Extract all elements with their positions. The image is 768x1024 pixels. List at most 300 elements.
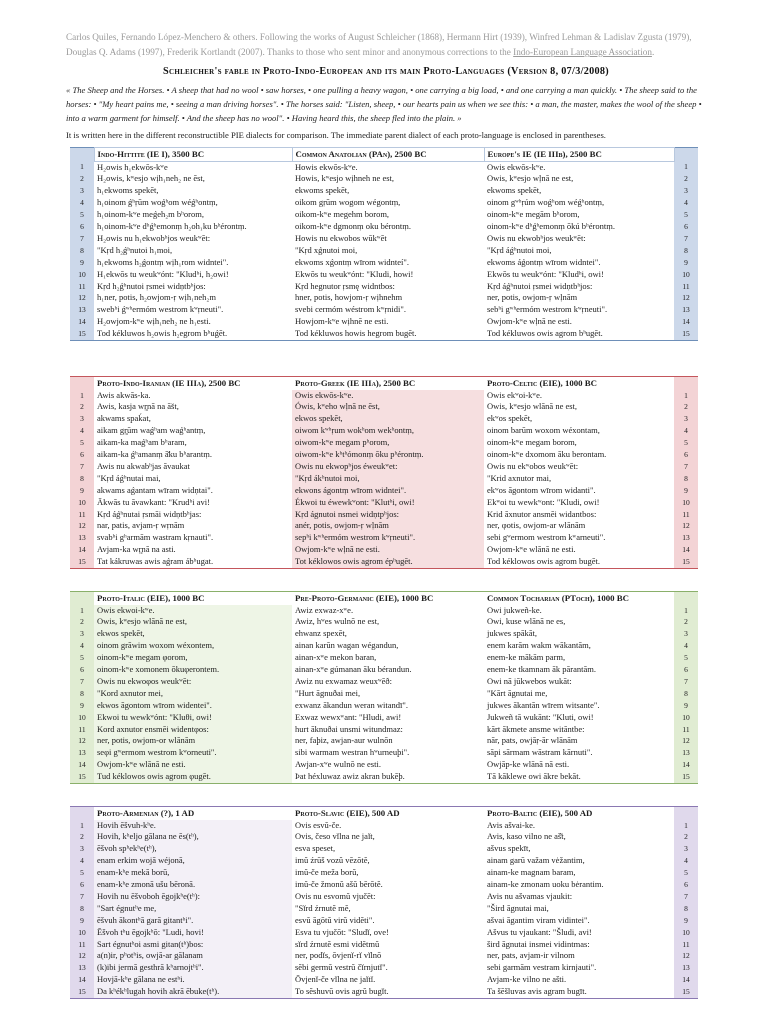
verse-cell: ēšvoh spʰekʰe(tʰ), (94, 843, 292, 855)
verse-cell: Hovih ēšvuh-kʰe. (94, 820, 292, 832)
verse-row (70, 867, 698, 879)
line-number: 1 (70, 820, 94, 832)
column-header: Indo-Hittite (IE I), 3500 BC (94, 148, 292, 162)
line-number: 15 (674, 771, 698, 783)
line-number: 15 (70, 328, 94, 340)
verse-cell: H₂owis, kʷesjo wịh₁neh₂ ne ēst, (97, 173, 205, 184)
verse-row (70, 304, 698, 316)
verse-cell: swebʰi ǵʷʰermóm westrom kʷṛneuti". (97, 304, 224, 315)
verse-cell: Awiz nu exwamaz weuxʷēð: (295, 675, 393, 686)
verse-cell: Ówis, kʷeho wḷnā ne ēst, (292, 401, 484, 413)
line-number: 3 (674, 185, 698, 197)
line-number: 3 (70, 628, 94, 640)
line-number: 3 (674, 413, 698, 425)
fable-translation: « The Sheep and the Horses. • A sheep that had no wool • saw horses, • one pulling a heavy wagon, • one carrying a big load, • and one carrying a man quickly. • The sheep said to the horses: • "My heart pains me, • seeing a man driving horses". • The horses said: "Listen, sheep, • our hearts pain us when we see this: • a man, the master, makes the wool of the sheep • into a warm garment for himself. • And the sheep has no wool". • Having heard this, the sheep fled into the plain. » (66, 85, 702, 123)
line-number: 7 (70, 461, 94, 473)
verse-row (70, 390, 698, 402)
column-header: Proto-Baltic (EIE), 500 AD (487, 808, 593, 818)
verse-cell: H₁ekwōs tu weukʷónt: "Kludʰi, h₂owi! (97, 268, 229, 279)
verse-cell: Howis ekwōs-kʷe. (295, 161, 358, 172)
verse-cell: "Šird āgnutai mai, (487, 902, 549, 913)
verse-row (70, 209, 698, 221)
line-number: 2 (70, 831, 94, 843)
verse-cell: Owjāp-ke wlānā nā esti. (487, 759, 570, 770)
line-number: 6 (70, 221, 94, 233)
verse-cell: Avis nu ašvamas vjaukit: (487, 890, 573, 901)
verse-cell: sāpi sārmam wāstram kārnuti". (487, 747, 593, 758)
association-link[interactable]: Indo-European Language Association (513, 47, 652, 57)
line-number: 5 (674, 209, 698, 221)
verse-cell: ainan-xʷe gúmanan āku bérandun. (295, 664, 412, 675)
verse-cell: Kṛd h₂ǵʰnutoi ṛsmei widṇtbʰjos: (97, 280, 206, 291)
verse-cell: sĕbi germŭ vestrŭ čĭrnjutĭ". (295, 962, 388, 973)
verse-cell: esva speset, (295, 843, 336, 854)
verse-cell: enem-ke tkamnam āk pārantām. (487, 664, 597, 675)
credits-header (66, 30, 706, 60)
verse-row (70, 185, 698, 197)
line-number: 7 (674, 891, 698, 903)
verse-cell: enam erkim wojā wéjonā, (94, 855, 292, 867)
line-number: 14 (674, 974, 698, 986)
line-number: 10 (70, 712, 94, 724)
line-number: 1 (70, 161, 94, 173)
verse-row (70, 173, 698, 185)
line-number: 8 (70, 688, 94, 700)
verse-cell: Sart égnutʰoi asmi gitan(tʰ)bos: (94, 939, 292, 951)
verse-cell: Tot kéklowos owis agrom épʰugēt. (292, 556, 484, 568)
line-number: 3 (70, 413, 94, 425)
verse-row (70, 735, 698, 747)
header-spacer (70, 377, 94, 390)
line-number: 11 (674, 281, 698, 293)
verse-cell: Owis ekwoi-kʷe. (94, 605, 292, 617)
line-number: 10 (674, 497, 698, 509)
verse-row (70, 269, 698, 281)
line-number: 5 (70, 867, 94, 879)
verse-cell: oikom-kʷe megehm borom, (295, 209, 390, 220)
line-number: 8 (70, 245, 94, 257)
line-number: 14 (70, 544, 94, 556)
verse-cell: šird āgnutai insmei vidintmas: (487, 938, 590, 949)
line-number: 12 (674, 950, 698, 962)
verse-cell: "Krid axnutor mai, (487, 472, 552, 483)
verse-row (70, 413, 698, 425)
verse-cell: Exwaz wewxʷant: "Hludi, awi! (295, 711, 402, 722)
verse-cell: ekʷos spekēt, (487, 413, 533, 424)
verse-cell: ekwoms spekēt, (295, 185, 350, 196)
column-header: Proto-Armenian (?), 1 AD (97, 808, 195, 818)
verse-row (70, 245, 698, 257)
line-number: 4 (674, 855, 698, 867)
verse-cell: Tat kákruwas awis aǵram ábʰugat. (97, 556, 214, 567)
header-spacer (674, 807, 698, 820)
verse-cell: Kṛd hegnutor ṛsmę widntbos: (295, 280, 395, 291)
verse-cell: anér, potis, owjom-ṛ wḷnām (292, 520, 484, 532)
line-number: 4 (674, 640, 698, 652)
line-number: 6 (70, 879, 94, 891)
verse-row (70, 281, 698, 293)
verse-cell: esvŭ āgōtŭ virŭ vidĕti". (295, 914, 375, 925)
line-number: 9 (674, 257, 698, 269)
verse-cell: "Sart égnutʰe me, (94, 903, 292, 915)
verse-cell: aikam gṛ̥ūm waǵʰam waǵʰantṃ, (97, 425, 206, 436)
verse-cell: Awiz, hʷes wulnō ne est, (295, 616, 380, 627)
verse-cell: Awis nu akwabʰjas āvaukat (97, 460, 190, 471)
line-number: 13 (70, 304, 94, 316)
verse-cell: Owis ekwōs-kʷe. (292, 390, 484, 402)
header-spacer (674, 148, 698, 162)
verse-cell: Owis nu ekwobʰjos weukʷēt: (487, 232, 586, 243)
line-number: 3 (70, 843, 94, 855)
line-number: 6 (674, 879, 698, 891)
document-title: Schleicher's fable in Proto-Indo-European and its main Proto-Languages (Version 8, 07/3/2008) (163, 66, 609, 77)
line-number: 7 (70, 233, 94, 245)
line-number: 4 (70, 640, 94, 652)
verse-cell: Hovih, kʰeljo gālana ne ēs(tʰ), (94, 831, 292, 843)
verse-row (70, 759, 698, 771)
verse-row (70, 556, 698, 568)
verse-cell: sebʰi gʷʰermóm westrom kʷṛneuti". (487, 304, 608, 315)
verse-cell: Ekwōs tu weukʷónt: "Kludi, howi! (295, 268, 414, 279)
verse-cell: h₁ekwoms h₂ǵontṃ wịh₁rom widntei". (97, 256, 229, 267)
column-header: Proto-Italic (EIE), 1000 BC (97, 593, 205, 603)
verse-cell: Ōvjenĭ-če vĭlna ne jaĭtĭ. (295, 974, 376, 985)
verse-row (70, 891, 698, 903)
header-row (70, 377, 698, 390)
verse-cell: Ovis esvŭ-če. (295, 819, 342, 830)
verse-cell: Owjom-kʷe wḷnā ne esti. (292, 544, 484, 556)
section-table-2 (70, 376, 698, 569)
line-number: 1 (70, 390, 94, 402)
verse-cell: ēšvuh ākontʰā garā gitantʰi". (94, 915, 292, 927)
verse-cell: oinom gʷʰṛúm woǵʰom wéǵʰontṃ, (487, 197, 605, 208)
line-number: 10 (674, 712, 698, 724)
line-number: 1 (674, 390, 698, 402)
verse-cell: ašvus spekīt, (487, 843, 531, 854)
verse-cell: enam-kʰe zmonā ušu bēronā. (94, 879, 292, 891)
verse-cell: Ékwoi tu éwewkʷont: "Klutʰi, owi! (292, 497, 484, 509)
verse-cell: "Kṛd h₂ǵʰnutoi h₁moi, (97, 244, 173, 255)
verse-row (70, 497, 698, 509)
verse-cell: Tod kékluwos howis hegrom bugēt. (295, 328, 417, 339)
line-number: 9 (674, 700, 698, 712)
verse-cell: Ēšvoh tʰu ēgojkʰō: "Ludi, hovi! (94, 927, 292, 939)
header-spacer (70, 148, 94, 162)
verse-cell: h₁oinom-kʷe dʰǵʰemonṃ h₂oh₁ku bʰérontṃ. (97, 221, 247, 232)
verse-cell: "Kārt āgnutai me, (487, 687, 548, 698)
verse-row (70, 676, 698, 688)
verse-row (70, 974, 698, 986)
verse-cell: Owis, kʷesjo wlānā ne est, (487, 401, 578, 412)
verse-cell: svabʰi gʰarmām wastram kṛnauti". (97, 532, 214, 543)
verse-row (70, 292, 698, 304)
line-number: 2 (674, 401, 698, 413)
line-number: 13 (674, 304, 698, 316)
verse-cell: svebi cermóm wéstrom kʷṛnidi". (295, 304, 406, 315)
line-number: 7 (674, 233, 698, 245)
line-number: 5 (70, 437, 94, 449)
line-number: 10 (70, 927, 94, 939)
verse-cell: ekwos āgontom wīrom widentei". (94, 700, 292, 712)
verse-cell: aikam-ka ǵʰamanṃ ā̆ku bʰarantṃ. (97, 449, 212, 460)
verse-cell: Owjom-kʷe wḷnā ne esti. (487, 316, 572, 327)
line-number: 1 (70, 605, 94, 617)
verse-cell: Owis ekwōs-kʷe. (487, 161, 546, 172)
verse-row (70, 688, 698, 700)
verse-row (70, 233, 698, 245)
line-number: 11 (70, 281, 94, 293)
column-header: Pre-Proto-Germanic (EIE), 1000 BC (295, 593, 434, 603)
section-table-1 (70, 147, 698, 341)
verse-row (70, 401, 698, 413)
comparison-note: It is written here in the different reconstructible PIE dialects for comparison. The immediate parent dialect of each proto-language is enclosed in parentheses. (66, 130, 606, 140)
verse-cell: ehwanz spexēt, (295, 628, 347, 639)
verse-cell: Kṛd ágnutoi nsmei widṇtpʰjos: (292, 509, 484, 521)
line-number: 9 (70, 915, 94, 927)
section-table-4 (70, 806, 698, 999)
verse-cell: Howis nu ekwobos wūkʷēt (295, 232, 387, 243)
line-number: 5 (674, 652, 698, 664)
verse-cell: Owis, kʷesjo wlānā ne est, (94, 616, 292, 628)
verse-row (70, 449, 698, 461)
header-spacer (70, 592, 94, 605)
line-number: 6 (674, 449, 698, 461)
verse-cell: H₂owjom-kʷe wịh₁neh₂ ne h₁esti. (97, 316, 211, 327)
line-number: 12 (70, 520, 94, 532)
verse-cell: ner, potis, owjom-or wlānām (94, 735, 292, 747)
verse-cell: sibi warmam westran hʷurneuþi". (295, 747, 410, 758)
verse-cell: sebi gʷermom westrom kʷarneuti". (487, 532, 606, 543)
verse-row (70, 425, 698, 437)
verse-cell: Owjom-kʷe wlānā ne esti. (487, 544, 576, 555)
verse-cell: Tud kéklowos owis agrom φugēt. (94, 771, 292, 783)
verse-row (70, 855, 698, 867)
verse-row (70, 316, 698, 328)
verse-cell: a(n)ir, pʰotʰis, owjā-ar gālanam (94, 950, 292, 962)
verse-cell: h₁oinom-kʷe meǵeh₂m bʰorom, (97, 209, 204, 220)
verse-row (70, 640, 698, 652)
verse-cell: imŭ-če žmonŭ ašŭ bērōtĕ. (295, 879, 383, 890)
verse-row (70, 664, 698, 676)
column-header: Common Tocharian (PToch), 1000 BC (487, 593, 629, 603)
line-number: 7 (674, 461, 698, 473)
verse-cell: ašvai āgantim viram vidintei". (487, 914, 590, 925)
verse-cell: Owi, kuse wlānā ne es, (487, 616, 566, 627)
verse-cell: oinom-kʷe xomonem ōkuφerontem. (94, 664, 292, 676)
line-number: 11 (674, 939, 698, 951)
line-number: 5 (70, 209, 94, 221)
line-number: 9 (674, 485, 698, 497)
line-number: 11 (70, 509, 94, 521)
verse-cell: oikom gṛūm wogom wégontṃ, (295, 197, 401, 208)
verse-cell: Krid āxnutor ansmēi widantbos: (487, 508, 597, 519)
verse-cell: sebi garmām vestram kirnjauti". (487, 962, 597, 973)
line-number: 9 (70, 257, 94, 269)
verse-cell: oinom barūm woxom wéxontam, (487, 425, 600, 436)
line-number: 8 (674, 688, 698, 700)
verse-cell: Ekwōs tu weukʷónt: "Kludʰi, owi! (487, 268, 604, 279)
verse-cell: imŭ-če meža borŭ, (295, 867, 359, 878)
verse-cell: sĭrd źrnutĕ esmi vidĕtmŭ (295, 938, 380, 949)
verse-row (70, 927, 698, 939)
verse-cell: ner, φotis, owjom-ar wlānām (487, 520, 586, 531)
verse-row (70, 616, 698, 628)
verse-cell: ainam-ke zmonam uoku bėrantim. (487, 879, 604, 890)
verse-cell: ainan-xʷe mekon baran, (295, 652, 377, 663)
line-number: 6 (70, 449, 94, 461)
line-number: 8 (70, 903, 94, 915)
line-number: 10 (674, 269, 698, 281)
line-number: 1 (674, 820, 698, 832)
line-number: 7 (70, 676, 94, 688)
line-number: 6 (674, 221, 698, 233)
verse-cell: Howis, kʷesjo wịhneh ne est, (295, 173, 395, 184)
verse-row (70, 485, 698, 497)
verse-cell: enem-ke mākām parm, (487, 652, 566, 663)
line-number: 7 (70, 891, 94, 903)
verse-row (70, 257, 698, 269)
verse-cell: "Kṛd xǵnutoi moi, (295, 244, 358, 255)
line-number: 14 (70, 316, 94, 328)
verse-cell: ainam garū važam vėžantim, (487, 855, 585, 866)
line-number: 12 (674, 520, 698, 532)
verse-row (70, 509, 698, 521)
verse-cell: Ovis, česo vĭlna ne jaĭt, (295, 831, 375, 842)
line-number: 5 (674, 437, 698, 449)
line-number: 2 (674, 173, 698, 185)
verse-cell: imŭ źrūš vozŭ vēzōtĕ, (295, 855, 370, 866)
verse-cell: h₁ner, potis, h₂owjom-ṛ wịh₁neh₂m (97, 292, 216, 303)
verse-row (70, 328, 698, 340)
line-number: 13 (674, 747, 698, 759)
verse-cell: enem karām wakm wākantām, (487, 640, 591, 651)
verse-row (70, 747, 698, 759)
line-number: 14 (674, 759, 698, 771)
line-number: 12 (674, 735, 698, 747)
verse-row (70, 712, 698, 724)
verse-cell: ekʷos āgontom wīrom widanti". (487, 484, 596, 495)
line-number: 15 (70, 986, 94, 998)
verse-cell: Owis nu ekwoφos weukʷēt: (94, 676, 292, 688)
column-header: Proto-Celtic (EIE), 1000 BC (487, 378, 597, 388)
verse-cell: H₂owis nu h₁ekwobʰjos weukʷēt: (97, 232, 211, 243)
verse-cell: Avis, kaso vilno ne aš̌t, (487, 831, 566, 842)
line-number: 14 (70, 974, 94, 986)
column-header: Common Anatolian (PAn), 2500 BC (292, 148, 484, 162)
header-row (70, 592, 698, 605)
verse-row (70, 879, 698, 891)
verse-cell: oikom-kʷe dgmonṃ oku bérontṃ. (295, 221, 412, 232)
line-number: 12 (70, 735, 94, 747)
verse-cell: "Kṛd ákʰnutoi moi, (292, 473, 484, 485)
line-number: 10 (70, 269, 94, 281)
verse-cell: ner, potis, owjom-ṛ wḷnām (487, 292, 578, 303)
line-number: 1 (674, 161, 698, 173)
verse-row (70, 843, 698, 855)
verse-cell: Owis nu ekwopʰjos éweukʷet: (292, 461, 484, 473)
verse-cell: To sĕshuvū ovis agrŭ bugĭt. (295, 986, 389, 997)
line-number: 2 (70, 401, 94, 413)
verse-row (70, 544, 698, 556)
line-number: 6 (70, 664, 94, 676)
verse-row (70, 950, 698, 962)
line-number: 13 (70, 532, 94, 544)
verse-cell: akwams spaḱat, (97, 413, 151, 424)
line-number: 2 (70, 173, 94, 185)
verse-row (70, 915, 698, 927)
verse-cell: enam-kʰe mekā borū, (94, 867, 292, 879)
verse-cell: ainam-ke magnam baram, (487, 867, 576, 878)
verse-cell: Owis, kʷesjo wḷnā ne est, (487, 173, 574, 184)
line-number: 5 (674, 867, 698, 879)
verse-cell: Kṛd áǵʰnutoi ṛsmei widṇtbʰjos: (487, 280, 593, 291)
verse-cell: nar, patis, avjam-ṛ wṛnām (97, 520, 185, 531)
verse-cell: oinom grāwim woxom wéxontem, (94, 640, 292, 652)
verse-cell: Owjom-kʷe wlānā ne esti. (94, 759, 292, 771)
verse-cell: ekwoms áǵontṃ wīrom widntei". (487, 256, 601, 267)
line-number: 8 (70, 473, 94, 485)
verse-cell: Avjam-ke vilno ne ašti. (487, 974, 567, 985)
verse-cell: oinom-kʷe megam borom, (487, 437, 577, 448)
verse-cell: Tod kékluwos h₂owis h₂egrom bʰuǵēt. (97, 328, 228, 339)
verse-cell: Awjan-xʷe wulnō ne esti. (295, 759, 381, 770)
verse-cell: nār, pats, owjāṛ-ār wlānām (487, 735, 578, 746)
line-number: 3 (674, 843, 698, 855)
verse-cell: Owis ekʷoi-kʷe. (487, 389, 542, 400)
verse-cell: oinom-kʷe megam φorom, (94, 652, 292, 664)
line-number: 4 (70, 425, 94, 437)
verse-cell: sepʰi kʷʰermóm westrom kʷṛneuti". (292, 532, 484, 544)
verse-cell: ner, faþiz, awjan-aur wulnōn (295, 735, 393, 746)
header-spacer (674, 377, 698, 390)
verse-cell: seφi gʷermom westrom kʷorneuti". (94, 747, 292, 759)
line-number: 13 (674, 532, 698, 544)
verse-cell: Awis, kasja wṛ̥nā na ās̆t, (97, 401, 179, 412)
verse-cell: Kord axnutor ensmēi widentφos: (94, 724, 292, 736)
verse-cell: "Sĭrd źrnutĕ mĕ, (295, 902, 351, 913)
verse-row (70, 939, 698, 951)
verse-cell: oiwom kʷʰṛum wokʰom wekʰontṃ, (292, 425, 484, 437)
verse-row (70, 652, 698, 664)
verse-cell: h₁ekwoms spekēt, (97, 185, 159, 196)
verse-cell: exwanz ākandun weran witandī". (295, 699, 408, 710)
verse-row (70, 461, 698, 473)
verse-cell: akwams aǵantam wīram widṇtai". (97, 484, 213, 495)
line-number: 10 (70, 497, 94, 509)
credits-end: . (651, 47, 655, 57)
verse-cell: Ākwās tu āvawkant: "Krudʰi avi! (97, 496, 210, 507)
line-number: 11 (674, 509, 698, 521)
line-number: 2 (70, 616, 94, 628)
column-header: Proto-Greek (IE IIIa), 2500 BC (295, 378, 416, 388)
line-number: 3 (70, 185, 94, 197)
line-number: 8 (674, 903, 698, 915)
header-row (70, 807, 698, 820)
line-number: 15 (674, 556, 698, 568)
verse-cell: Hovih nu ēšvoboh ēgojkʰe(tʰ): (94, 891, 292, 903)
verse-row (70, 605, 698, 617)
verse-cell: Da kʰékʰlugah hovih akrā ēbuke(tʰ). (94, 986, 292, 998)
verse-cell: Hovjā-kʰe gālana ne estʰi. (94, 974, 292, 986)
verse-row (70, 520, 698, 532)
line-number: 13 (70, 747, 94, 759)
verse-cell: Jukweñ tā wukānt: "Kluti, owi! (487, 711, 594, 722)
line-number: 6 (674, 664, 698, 676)
line-number: 11 (674, 724, 698, 736)
verse-cell: ekwoms xǵontṃ wīrom widnteí". (295, 256, 409, 267)
verse-cell: kārt ākmete ansme witāntbe: (487, 723, 585, 734)
verse-cell: ner, podĭs, ōvjenĭ-rĭ vĭlnō (295, 950, 382, 961)
